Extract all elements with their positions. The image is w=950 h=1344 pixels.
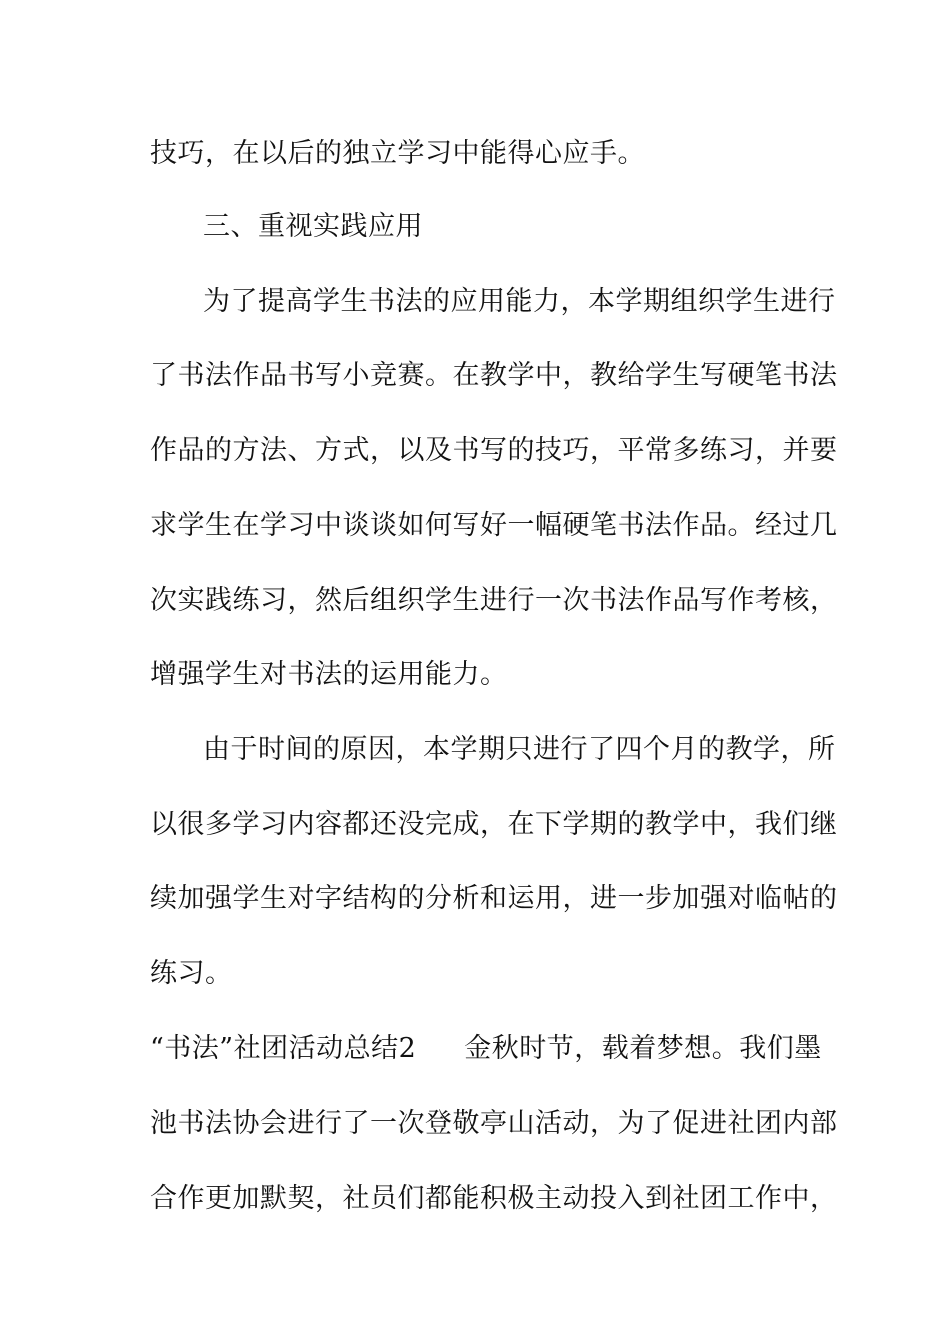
section-heading: 三、重视实践应用 — [203, 211, 423, 242]
paragraph-line: 了书法作品书写小竞赛。在教学中，教给学生写硬笔书法 — [150, 360, 838, 391]
paragraph-line: 次实践练习，然后组织学生进行一次书法作品写作考核， — [150, 585, 838, 616]
section-title: “书法”社团活动总结2 — [150, 1033, 417, 1064]
paragraph-line: 由于时间的原因，本学期只进行了四个月的教学，所 — [203, 734, 836, 765]
paragraph-line: 以很多学习内容都还没完成，在下学期的教学中，我们继 — [150, 809, 838, 840]
paragraph-line: 增强学生对书法的运用能力。 — [150, 659, 508, 690]
paragraph-line: 技巧，在以后的独立学习中能得心应手。 — [150, 138, 645, 169]
paragraph-start: 金秋时节，载着梦想。我们墨 — [464, 1033, 822, 1064]
paragraph-line: 作品的方法、方式，以及书写的技巧，平常多练习，并要 — [150, 435, 838, 466]
paragraph-line: 池书法协会进行了一次登敬亭山活动，为了促进社团内部 — [150, 1108, 838, 1139]
paragraph-line: 合作更加默契，社员们都能积极主动投入到社团工作中， — [150, 1183, 838, 1214]
paragraph-line: 续加强学生对字结构的分析和运用，进一步加强对临帖的 — [150, 883, 838, 914]
paragraph-line: 为了提高学生书法的应用能力，本学期组织学生进行 — [203, 286, 836, 317]
title-paragraph-line — [150, 1032, 822, 1066]
paragraph-line: 练习。 — [150, 958, 233, 989]
paragraph-line: 求学生在学习中谈谈如何写好一幅硬笔书法作品。经过几 — [150, 510, 838, 541]
